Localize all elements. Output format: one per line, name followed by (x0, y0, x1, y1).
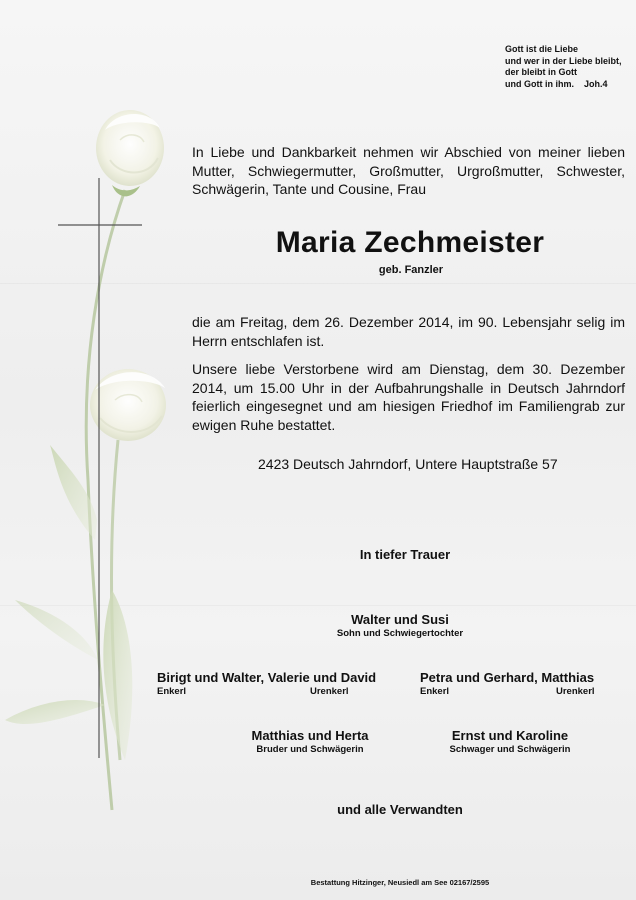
ceremony-text: Unsere liebe Verstorbene wird am Dienstag, dem 30. Dezember 2014, um 15.00 Uhr in der Aufbahrungshalle in Deutsch Jahrndorf feierlich eingesegnet und am hiesigen Friedhof im Familiengrab zur ewigen Ruhe bestattet. (192, 361, 625, 433)
white-rose-top (96, 110, 164, 186)
deceased-name: Maria Zechmeister (275, 226, 545, 259)
mourning-heading: In tiefer Trauer (359, 547, 451, 562)
mourner-names: Walter und Susi (351, 612, 449, 627)
verse-line: und Gott in ihm. Joh.4 (505, 78, 608, 89)
mourner-names: Petra und Gerhard, Matthias (420, 670, 595, 685)
mourner-names: Matthias und Herta (251, 728, 369, 743)
verse-line: und wer in der Liebe bleibt, (505, 55, 622, 66)
mourner-grandchildren-left (157, 670, 397, 697)
leaf-icon (103, 590, 132, 760)
address: 2423 Deutsch Jahrndorf, Untere Hauptstraße 57 (258, 456, 558, 472)
mourner-relation: Enkerl (420, 686, 450, 697)
intro-text: In Liebe und Dankbarkeit nehmen wir Abschied von meiner lieben Mutter, Schwiegermutter, Großmutter, Urgroßmutter, Schwester, Schwägerin, Tante und Cousine, Frau (192, 144, 625, 197)
relatives-line: und alle Verwandten (337, 802, 463, 817)
mourner-brother (225, 728, 395, 755)
mourner-brother-in-law (425, 728, 595, 755)
rose-illustration (0, 0, 200, 900)
mourner-son (300, 612, 500, 639)
mourner-relation: Urenkerl (310, 686, 349, 697)
verse-line: Gott ist die Liebe (505, 44, 579, 54)
mourner-grandchildren-right (420, 670, 620, 697)
verse-line: der bleibt in Gott (505, 67, 577, 77)
leaf-icon (5, 700, 105, 724)
leaf-icon (15, 600, 98, 660)
mourner-relation: Enkerl (157, 686, 187, 697)
maiden-name: geb. Fanzler (378, 264, 444, 276)
mourner-relation: Schwager und Schwägerin (449, 744, 571, 755)
mourner-names: Birigt und Walter, Valerie und David (157, 670, 377, 685)
passing-text: die am Freitag, dem 26. Dezember 2014, im 90. Lebensjahr selig im Herrn entschlafen ist. (192, 314, 625, 349)
funeral-home-footer: Bestattung Hitzinger, Neusiedl am See 02167/2595 (310, 878, 490, 887)
mourner-relation: Bruder und Schwägerin (256, 744, 364, 755)
mourner-names: Ernst und Karoline (451, 728, 569, 743)
white-rose-bottom (90, 369, 166, 441)
mourner-relation: Sohn und Schwiegertochter (336, 628, 464, 639)
bible-verse (505, 44, 633, 90)
mourner-relation: Urenkerl (556, 686, 595, 697)
verse-reference: Joh.4 (584, 78, 608, 89)
